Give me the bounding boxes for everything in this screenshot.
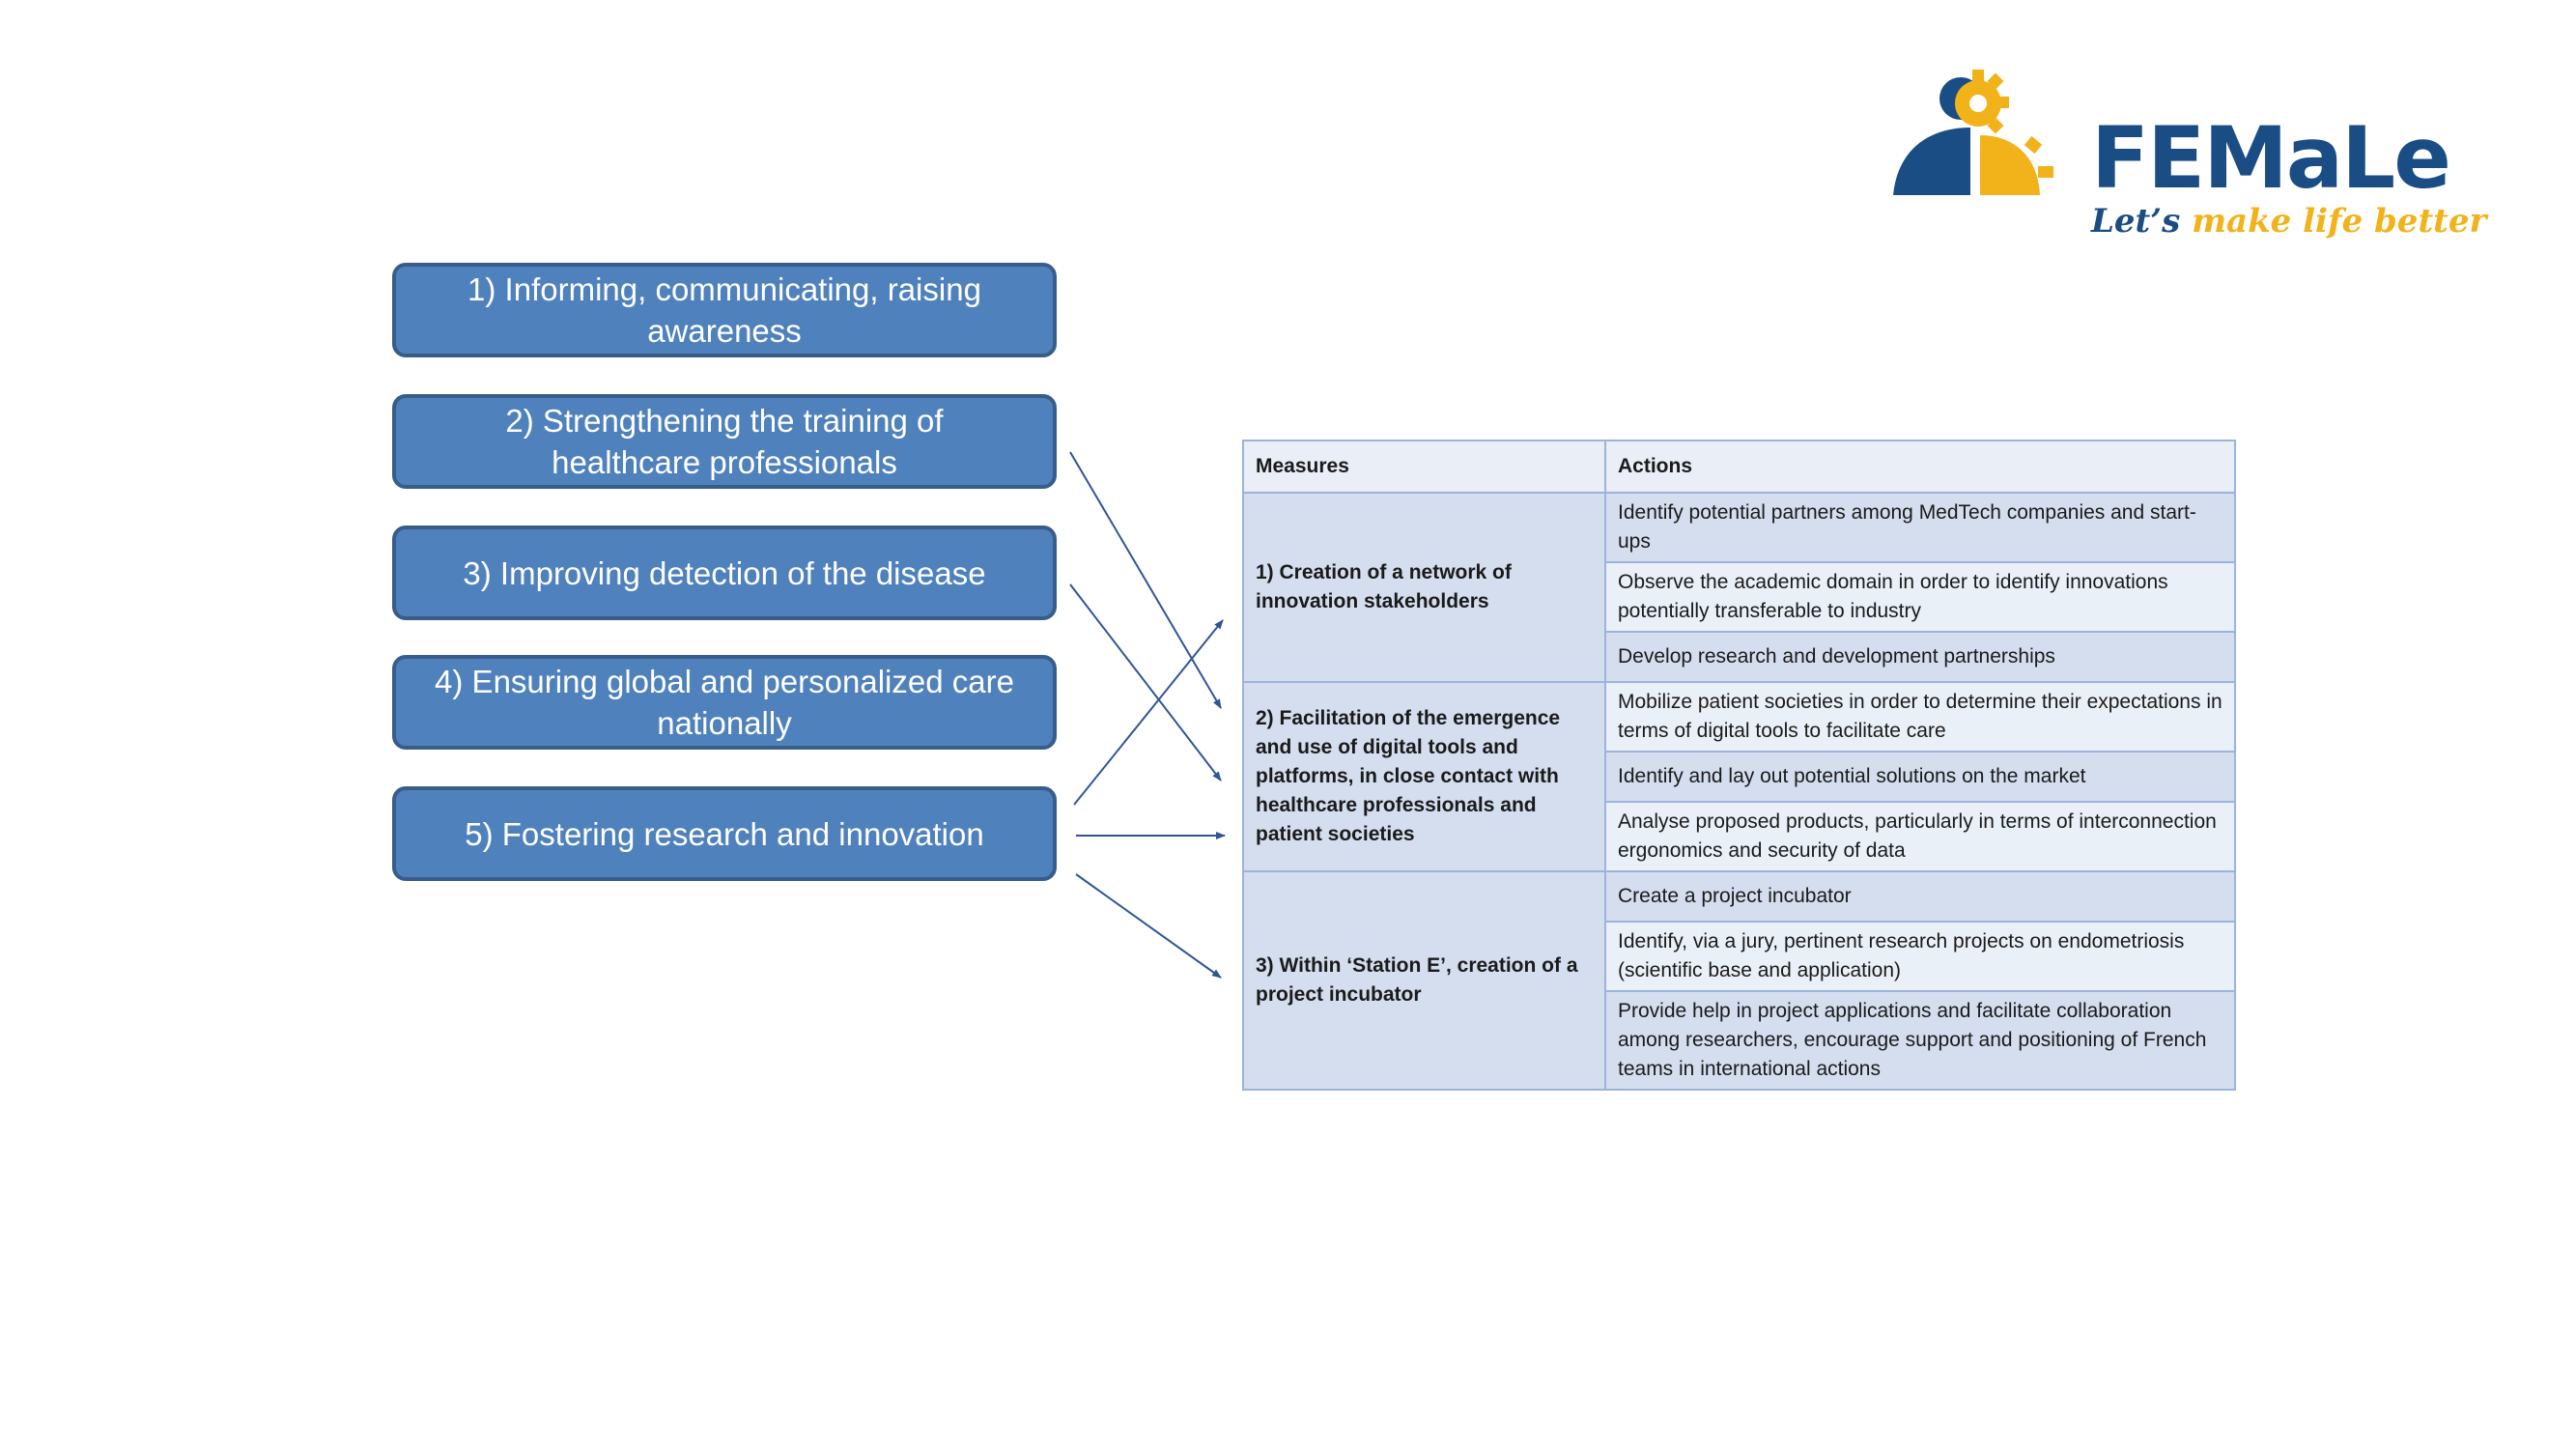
objective-label: 1) Informing, communicating, raising awareness bbox=[467, 271, 981, 349]
action-cell: Provide help in project applications and facilitate collaboration among researchers, encourage support and positioning of French teams in international actions bbox=[1605, 991, 2235, 1090]
action-cell: Analyse proposed products, particularly in terms of interconnection ergonomics and security of data bbox=[1605, 802, 2235, 871]
action-cell: Create a project incubator bbox=[1605, 871, 2235, 922]
objective-label: 4) Ensuring global and personalized care nationally bbox=[435, 664, 1014, 741]
arrow-box5-to-measure3 bbox=[1076, 874, 1221, 978]
tagline-part-1: Let’s bbox=[2091, 202, 2181, 241]
measures-actions-table bbox=[1242, 440, 2236, 1091]
action-cell: Mobilize patient societies in order to determine their expectations in terms of digital tools to facilitate care bbox=[1605, 682, 2235, 752]
action-cell: Observe the academic domain in order to identify innovations potentially transferable to industry bbox=[1605, 562, 2235, 632]
action-cell: Identify and lay out potential solutions on the market bbox=[1605, 752, 2235, 802]
measure-cell-3: 3) Within ‘Station E’, creation of a project incubator bbox=[1243, 871, 1605, 1090]
table-header-row bbox=[1243, 440, 2235, 493]
objective-label: 2) Strengthening the training of healthcare professionals bbox=[505, 403, 944, 480]
header-actions: Actions bbox=[1605, 440, 2235, 493]
arrow-box3-to-measure2 bbox=[1070, 584, 1221, 781]
brand-name: FEMaLe bbox=[2091, 108, 2449, 208]
table-row bbox=[1243, 493, 2235, 562]
action-cell: Identify potential partners among MedTech companies and start-ups bbox=[1605, 493, 2235, 562]
measure-cell-1: 1) Creation of a network of innovation stakeholders bbox=[1243, 493, 1605, 682]
tagline-part-2: make life better bbox=[2192, 202, 2487, 241]
objective-label: 3) Improving detection of the disease bbox=[463, 554, 986, 591]
arrow-box2-to-measure2 bbox=[1070, 452, 1221, 708]
header-measures: Measures bbox=[1243, 440, 1605, 493]
objective-label: 5) Fostering research and innovation bbox=[465, 815, 984, 852]
measure-cell-2: 2) Facilitation of the emergence and use of digital tools and platforms, in close contact with healthcare professionals and patient societies bbox=[1243, 682, 1605, 871]
table-row bbox=[1243, 871, 2235, 922]
action-cell: Develop research and development partnerships bbox=[1605, 632, 2235, 682]
action-cell: Identify, via a jury, pertinent research projects on endometriosis (scientific base and application) bbox=[1605, 922, 2235, 991]
table-row bbox=[1243, 682, 2235, 752]
arrow-box5-to-measure1 bbox=[1074, 620, 1223, 805]
